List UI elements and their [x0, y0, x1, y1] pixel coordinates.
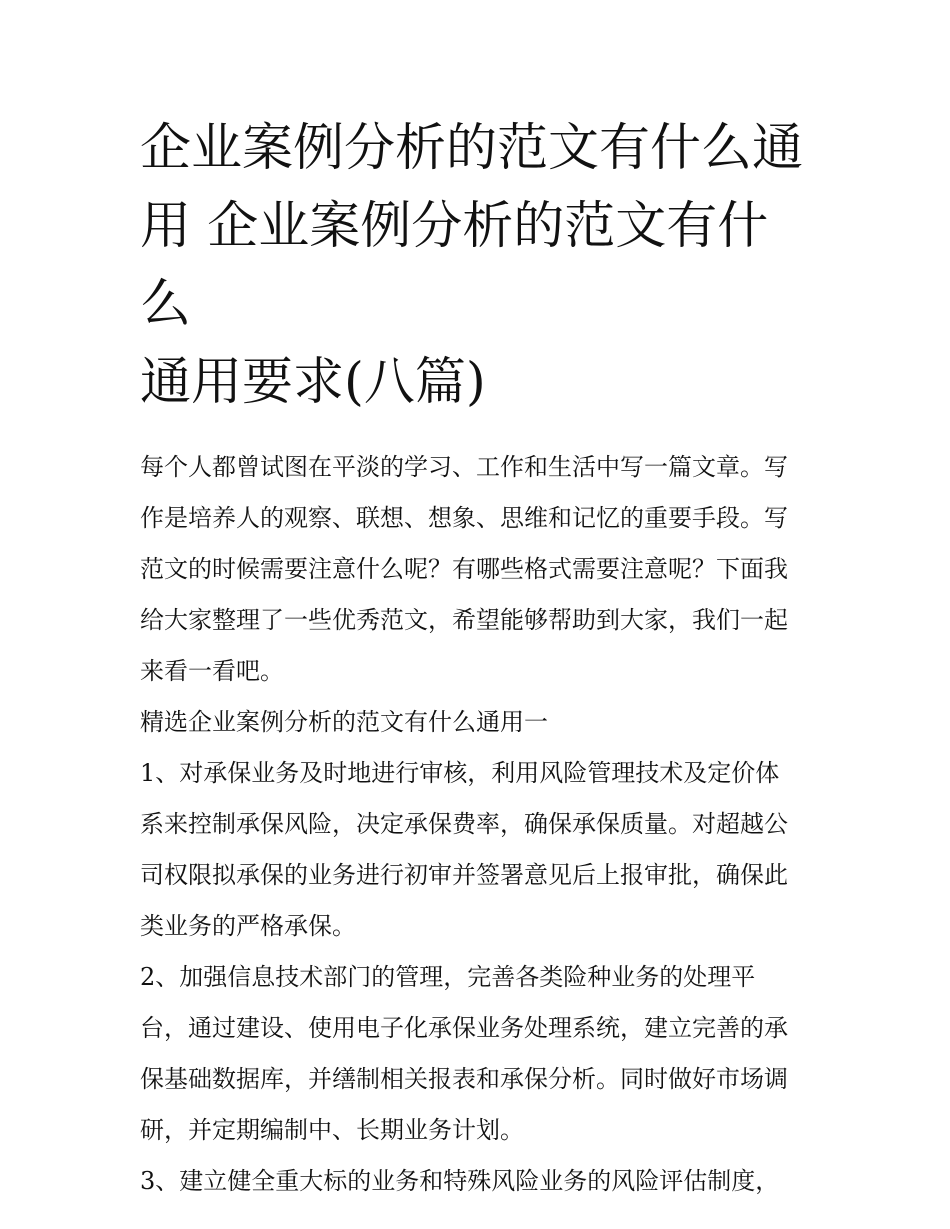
- item-2-line: 台，通过建设、使用电子化承保业务处理系统，建立完善的承: [140, 1014, 788, 1042]
- title-line: 通用要求(八篇): [140, 353, 486, 412]
- item-1-line: 司权限拟承保的业务进行初审并签署意见后上报审批，确保此: [140, 861, 788, 889]
- intro-line: 作是培养人的观察、联想、想象、思维和记忆的重要手段。写: [140, 504, 788, 532]
- intro-line: 来看一看吧。: [140, 657, 284, 685]
- item-3-line: 3、建立健全重大标的业务和特殊风险业务的风险评估制度，: [140, 1167, 780, 1195]
- document-title: [140, 110, 812, 422]
- item-1-line: 系来控制承保风险，决定承保费率，确保承保质量。对超越公: [140, 810, 788, 838]
- item-2-line: 保基础数据库，并缮制相关报表和承保分析。同时做好市场调: [140, 1065, 788, 1093]
- intro-line: 范文的时候需要注意什么呢？有哪些格式需要注意呢？下面我: [140, 555, 788, 583]
- document-body: [140, 442, 812, 1207]
- title-line: 企业案例分析的范文有什么通: [140, 119, 804, 178]
- item-1-line: 1、对承保业务及时地进行审核，利用风险管理技术及定价体: [140, 759, 780, 787]
- document-page: [140, 110, 812, 1207]
- intro-line: 每个人都曾试图在平淡的学习、工作和生活中写一篇文章。写: [140, 453, 788, 481]
- item-2-line: 2、加强信息技术部门的管理，完善各类险种业务的处理平: [140, 963, 756, 991]
- section-heading: 精选企业案例分析的范文有什么通用一: [140, 708, 548, 736]
- item-2-line: 研，并定期编制中、长期业务计划。: [140, 1116, 524, 1144]
- item-1-line: 类业务的严格承保。: [140, 912, 356, 940]
- intro-line: 给大家整理了一些优秀范文，希望能够帮助到大家，我们一起: [140, 606, 788, 634]
- title-line: 用 企业案例分析的范文有什么: [140, 197, 769, 334]
